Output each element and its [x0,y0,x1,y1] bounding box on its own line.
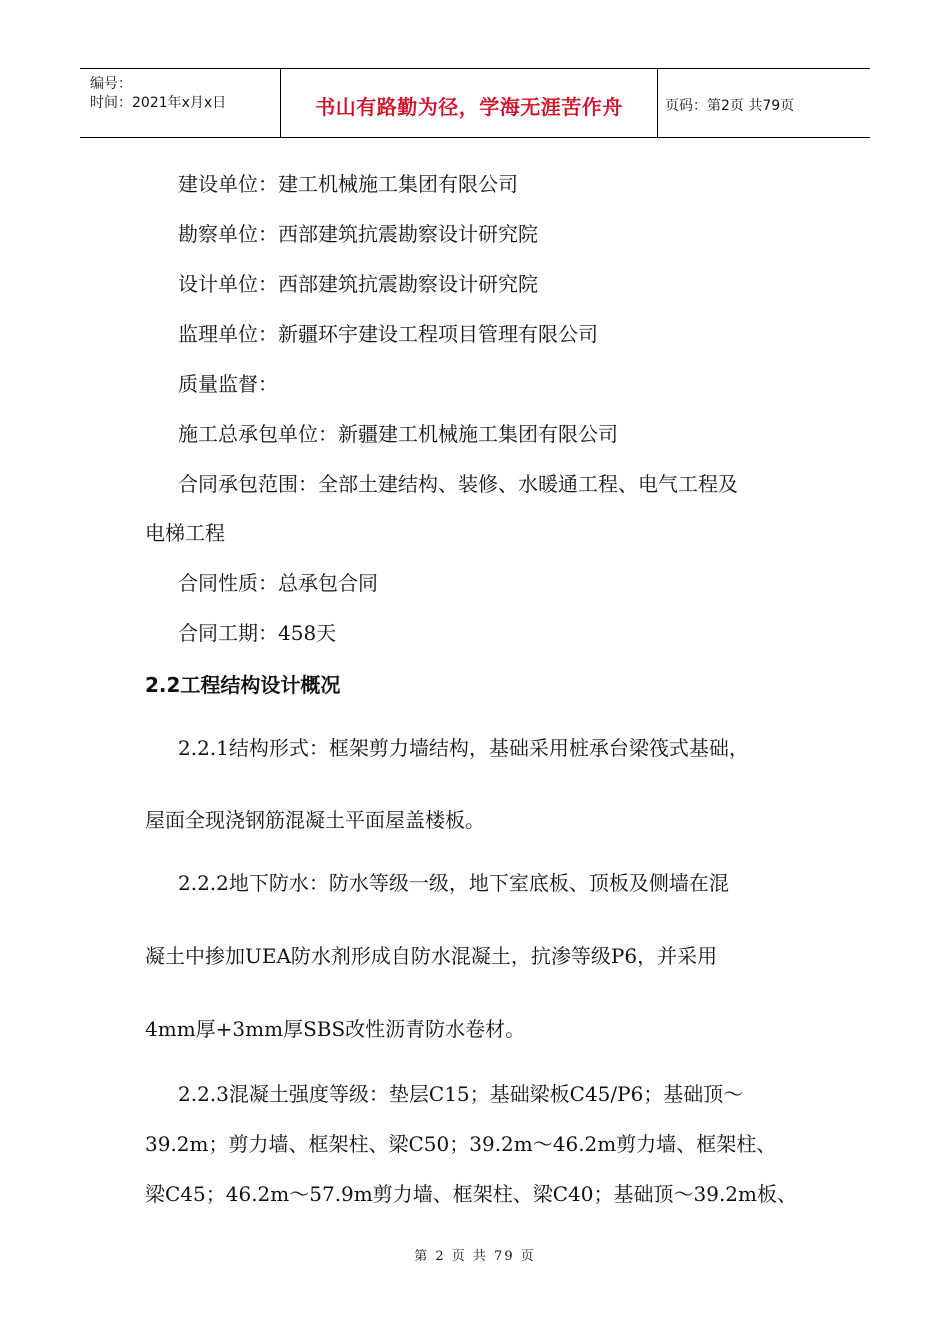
paragraph-line: 2.2.1结构形式：框架剪力墙结构，基础采用桩承台梁筏式基础， [178,736,749,760]
text-line: 设计单位：西部建筑抗震勘察设计研究院 [178,272,538,296]
time-label: 时间：2021年x月x日 [90,95,227,111]
paragraph-line: 梁C45；46.2m～57.9m剪力墙、框架柱、梁C40；基础顶～39.2m板、 [145,1182,797,1206]
page-info: 页码：第2页 共79页 [665,98,795,114]
paragraph-line: 屋面全现浇钢筋混凝土平面屋盖楼板。 [145,808,485,832]
motto: 书山有路勤为径，学海无涯苦作舟 [315,95,623,119]
text-line: 施工总承包单位：新疆建工机械施工集团有限公司 [178,422,618,446]
paragraph-line: 2.2.2地下防水：防水等级一级，地下室底板、顶板及侧墙在混 [178,871,729,895]
text-line: 监理单位：新疆环宇建设工程项目管理有限公司 [178,322,598,346]
paragraph-line: 凝土中掺加UEA防水剂形成自防水混凝土，抗渗等级P6，并采用 [145,944,718,968]
header-left-cell [80,69,280,137]
page-footer: 第 2 页 共 79 页 [414,1249,536,1264]
text-line: 电梯工程 [145,521,225,545]
text-line: 合同性质：总承包合同 [178,571,378,595]
page-header [80,68,870,138]
header-motto-cell [280,69,658,137]
paragraph-line: 4mm厚+3mm厚SBS改性沥青防水卷材。 [145,1017,526,1041]
text-line: 勘察单位：西部建筑抗震勘察设计研究院 [178,222,538,246]
text-line: 建设单位：建工机械施工集团有限公司 [178,172,518,196]
section-title: 2.2工程结构设计概况 [145,673,341,697]
paragraph-line: 39.2m；剪力墙、框架柱、梁C50；39.2m～46.2m剪力墙、框架柱、 [145,1132,777,1156]
paragraph-line: 2.2.3混凝土强度等级：垫层C15；基础梁板C45/P6；基础顶～ [178,1082,744,1106]
number-label: 编号： [90,76,132,92]
text-line: 合同承包范围：全部土建结构、装修、水暖通工程、电气工程及 [178,472,738,496]
text-line: 合同工期：458天 [178,621,337,645]
header-right-cell [657,69,870,137]
text-line: 质量监督： [178,372,278,396]
